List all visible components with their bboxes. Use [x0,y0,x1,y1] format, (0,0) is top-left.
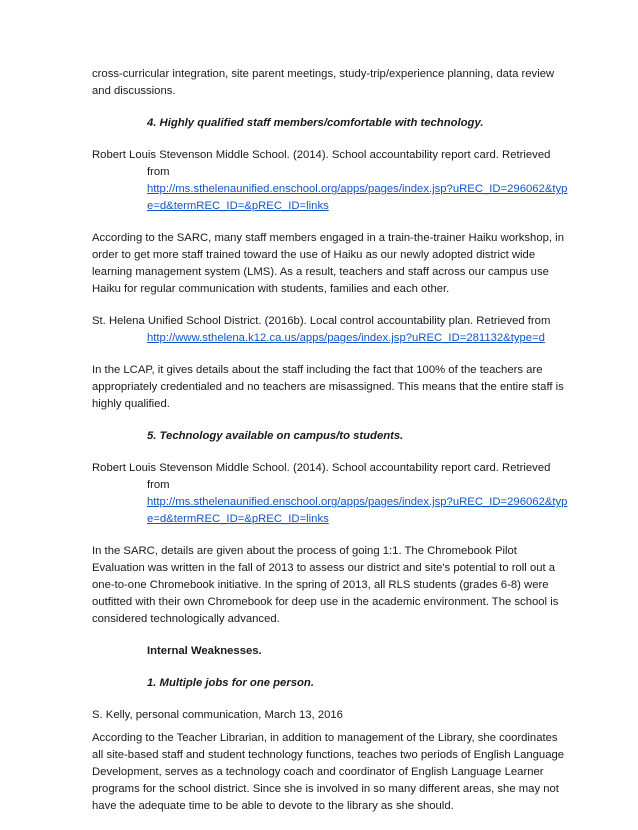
citation-link-lcap[interactable]: http://www.sthelena.k12.ca.us/apps/pages/index.jsp?uREC_ID=281132&type=d [147,332,545,344]
section-heading-1: 1. Multiple jobs for one person. [147,677,314,689]
citation-link-sarc-2[interactable]: http://ms.sthelenaunified.enschool.org/apps/pages/index.jsp?uREC_ID=296062&type=d&termREC_ID=&pREC_ID=links [147,496,568,525]
paragraph-haiku: According to the SARC, many staff members engaged in a train-the-trainer Haiku workshop, in order to get more staff trained toward the use of Haiku as our newly adopted district wide learning management system (LMS). As a result, teachers and staff across our campus use Haiku for regular communication with students, families and each other. [92,232,564,295]
paragraph-lcap: In the LCAP, it gives details about the staff including the fact that 100% of the teachers are appropriately credentialed and no teachers are misassigned. This means that the entire staff is highly qualified. [92,364,564,410]
section-heading-internal-weaknesses: Internal Weaknesses. [147,645,262,657]
citation-from: from [147,479,170,491]
citation-text: St. Helena Unified School District. (2016b). Local control accountability plan. Retrieved from [92,315,551,327]
citation-text: Robert Louis Stevenson Middle School. (2014). School accountability report card. Retrieved [92,462,551,474]
document-page [92,66,570,830]
section-heading-5: 5. Technology available on campus/to students. [147,430,404,442]
citation-personal-communication: S. Kelly, personal communication, March 13, 2016 [92,709,343,721]
paragraph-chromebook: In the SARC, details are given about the process of going 1:1. The Chromebook Pilot Evaluation was written in the fall of 2013 to assess our district and site's potential to roll out a one-to-one Chromebook initiative. In the spring of 2013, all RLS students (grades 6-8) were outfitted with their own Chromebook for deep use in the academic environment. The school is considered technologically advanced. [92,545,559,625]
citation-sarc-2 [92,460,570,528]
citation-lcap [92,313,570,347]
citation-from: from [147,166,170,178]
paragraph-intro: cross-curricular integration, site parent meetings, study-trip/experience planning, data review and discussions. [92,68,555,97]
citation-text: Robert Louis Stevenson Middle School. (2014). School accountability report card. Retrieved [92,149,551,161]
citation-link-sarc-1[interactable]: http://ms.sthelenaunified.enschool.org/apps/pages/index.jsp?uREC_ID=296062&type=d&termREC_ID=&pREC_ID=links [147,183,568,212]
paragraph-librarian: According to the Teacher Librarian, in addition to management of the Library, she coordinates all site-based staff and student technology functions, teaches two periods of English Language Development, serves as a technology coach and coordinator of English Language Learner programs for the school district. Since she is involved in so many different areas, she may not have the adequate time to be able to devote to the library as she should. [92,732,565,812]
citation-sarc-1 [92,147,570,215]
section-heading-4: 4. Highly qualified staff members/comfortable with technology. [147,117,484,129]
